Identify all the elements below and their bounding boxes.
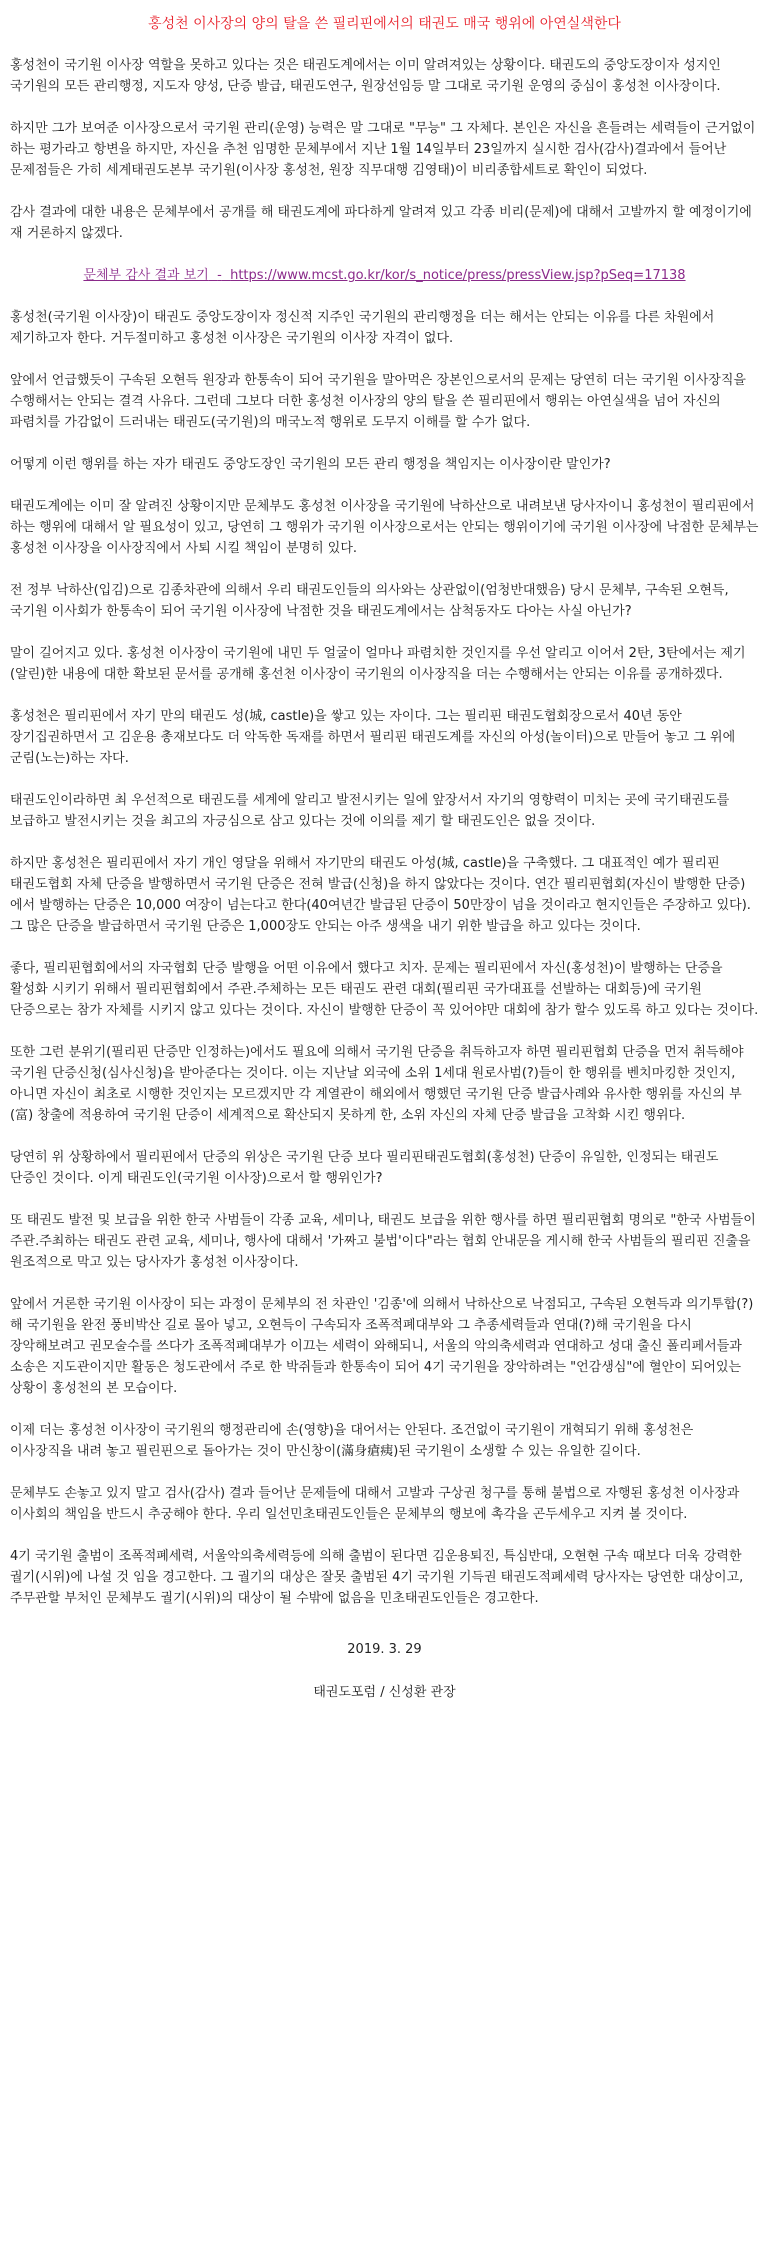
paragraph-17: 앞에서 거론한 국기원 이사장이 되는 과정이 문체부의 전 차관인 '김종'에 의해서 낙하산으로 낙점되고, 구속된 오현득과 의기투합(?)해 국기원을 완전 풍비박산 길로 몰아 넣고, 오현득이 구속되자 조폭적폐대부와 그 추종세력들과 연대(?)해 국기원을 다시 장악해보려고 권모술수를 쓰다가 조폭적폐대부가 이끄는 세력이 와해되니, 서울의 악의축세력과 연대하고 성대 출신 폴리페서들과 소송은 지도관이지만 활동은 청도관에서 주로 한 박쥐들과 한통속이 되어 4기 국기원을 장악하려는 "언감생심"에 혈안이 되어있는 상황이 홍성천의 본 모습이다.: [10, 1297, 754, 1396]
paragraph-4: 홍성천(국기원 이사장)이 태권도 중앙도장이자 정신적 지주인 국기원의 관리행정을 더는 해서는 안되는 이유를 다른 차원에서 제기하고자 한다. 거두절미하고 홍성천 이사장은 국기원의 이사장 자격이 없다.: [10, 310, 715, 346]
article-signature: 태권도포럼 / 신성환 관장: [313, 1685, 456, 1700]
article-date: 2019. 3. 29: [347, 1642, 422, 1657]
paragraph-14: 또한 그런 분위기(필리핀 단증만 인정하는)에서도 필요에 의해서 국기원 단증을 취득하고자 하면 필리핀협회 단증을 먼저 취득해야 국기원 단증신청(심사신청)을 받아준다는 것이다. 이는 지난날 외국에 소위 1세대 원로사범(?)들이 한 행위를 벤치마킹한 것인지, 아니면 자신이 최초로 시행한 것인지는 모르겠지만 각 계열관이 해외에서 행했던 국기원 단증 발급사례와 유사한 행위를 자신의 부(富) 창출에 적용하여 국기원 단증이 세계적으로 확산되지 못하게 한, 소위 자신의 자체 단증 발급을 고착화 시킨 행위다.: [10, 1045, 744, 1123]
paragraph-6: 어떻게 이런 행위를 하는 자가 태권도 중앙도장인 국기원의 모든 관리 행정을 책임지는 이사장이란 말인가?: [10, 457, 611, 472]
paragraph-20: 4기 국기원 출범이 조폭적폐세력, 서울악의축세력등에 의해 출범이 된다면 김운용퇴진, 특심반대, 오현현 구속 때보다 더욱 강력한 궐기(시위)에 나설 것 임을 경고한다. 그 궐기의 대상은 잘못 출범된 4기 국기원 기득권 태권도적폐세력 당사자는 당연한 대상이고, 주무관할 부처인 문체부도 궐기(시위)의 대상이 될 수밖에 없음을 민초태권도인들은 경고한다.: [10, 1549, 744, 1606]
audit-result-link-label: 문체부 감사 결과 보기: [83, 268, 209, 283]
paragraph-13: 좋다, 필리핀협회에서의 자국협회 단증 발행을 어떤 이유에서 했다고 치자. 문제는 필리핀에서 자신(홍성천)이 발행하는 단증을 활성화 시키기 위해서 필리핀협회에서 주관.주체하는 모든 태권도 관련 대회(필리핀 국가대표를 선발하는 대회등)에 국기원 단증으로는 참가 자체를 시키지 않고 있다는 것이다. 자신이 발행한 단증이 꼭 있어야만 대회에 참가 할수 있도록 하고 있다는 것이다.: [10, 961, 759, 1018]
paragraph-12: 하지만 홍성천은 필리핀에서 자기 개인 영달을 위해서 자기만의 태권도 아성(城, castle)을 구축했다. 그 대표적인 예가 필리핀 태권도협회 자체 단증을 발행하면서 국기원 단증은 전혀 발급(신청)을 하지 않았다는 것이다. 연간 필리핀협회(자신이 발행한 단증)에서 발행하는 단증은 10,000 여장이 넘는다고 한다(40여년간 발급된 단증이 50만장이 넘을 것이라고 현지인들은 주장하고 있다). 그 많은 단증을 발급하면서 국기원 단증은 1,000장도 안되는 아주 생색을 내기 위한 발급을 하고 있다는 것이다.: [10, 856, 751, 934]
paragraph-2: 하지만 그가 보여준 이사장으로서 국기원 관리(운영) 능력은 말 그대로 "무능" 그 자체다. 본인은 자신을 흔들려는 세력들이 근거없이 하는 평가라고 항변을 하지만, 자신을 추천 임명한 문체부에서 지난 1월 14일부터 23일까지 실시한 검사(감사)결과에서 들어난 문제점들은 가히 세계태권도본부 국기원(이사장 홍성천, 원장 직무대행 김영태)이 비리종합세트로 확인이 되었다.: [10, 121, 756, 178]
audit-result-link-line: [10, 265, 759, 286]
paragraph-18: 이제 더는 홍성천 이사장이 국기원의 행정관리에 손(영향)을 대어서는 안된다. 조건없이 국기원이 개혁되기 위해 홍성천은 이사장직을 내려 놓고 필린핀으로 돌아가는 것이 만신창이(滿身瘡痍)된 국기원이 소생할 수 있는 유일한 길이다.: [10, 1423, 694, 1459]
paragraph-15: 당연히 위 상황하에서 필리핀에서 단증의 위상은 국기원 단증 보다 필리핀태권도협회(홍성천) 단증이 유일한, 인정되는 태권도 단증인 것이다. 이게 태권도인(국기원 이사장)으로서 할 행위인가?: [10, 1150, 719, 1186]
audit-result-link-separator: -: [217, 268, 222, 283]
paragraph-9: 말이 길어지고 있다. 홍성천 이사장이 국기원에 내민 두 얼굴이 얼마나 파렴치한 것인지를 우선 알리고 이어서 2탄, 3탄에서는 제기(알린)한 내용에 대한 확보된 문서를 공개해 홍선천 이사장이 국기원의 이사장직을 더는 수행해서는 안되는 이유를 공개하겠다.: [10, 646, 746, 682]
paragraph-11: 태권도인이라하면 최 우선적으로 태권도를 세계에 알리고 발전시키는 일에 앞장서서 자기의 영향력이 미치는 곳에 국기태권도를 보급하고 발전시키는 것을 최고의 자긍심으로 삼고 있다는 것에 이의를 제기 할 태권도인은 없을 것이다.: [10, 793, 730, 829]
audit-result-link-url: https://www.mcst.go.kr/kor/s_notice/press/pressView.jsp?pSeq=17138: [230, 268, 686, 283]
paragraph-5: 앞에서 언급했듯이 구속된 오현득 원장과 한통속이 되어 국기원을 말아먹은 장본인으로서의 문제는 당연히 더는 국기원 이사장직을 수행해서는 안되는 결격 사유다. 그런데 그보다 더한 홍성천 이사장의 양의 탈을 쓴 필리핀에서 행위는 아연실색을 넘어 자신의 파렴치를 가감없이 드러내는 태권도(국기원)의 매국노적 행위로 도무지 이해를 할 수가 없다.: [10, 373, 746, 430]
paragraph-8: 전 정부 낙하산(입김)으로 김종차관에 의해서 우리 태권도인들의 의사와는 상관없이(엄청반대했음) 당시 문체부, 구속된 오현득, 국기원 이사회가 한통속이 되어 국기원 이사장에 낙점한 것을 태권도계에서는 삼척동자도 다아는 사실 아닌가?: [10, 583, 729, 619]
paragraph-3: 감사 결과에 대한 내용은 문체부에서 공개를 해 태권도계에 파다하게 알려져 있고 각종 비리(문제)에 대해서 고발까지 할 예정이기에 재 거론하지 않겠다.: [10, 205, 752, 241]
paragraph-1: 홍성천이 국기원 이사장 역할을 못하고 있다는 것은 태권도계에서는 이미 알려져있는 상황이다. 태권도의 중앙도장이자 성지인 국기원의 모든 관리행정, 지도자 양성, 단증 발급, 태권도연구, 원장선임등 말 그대로 국기원 운영의 중심이 홍성천 이사장이다.: [10, 58, 721, 94]
paragraph-10: 홍성천은 필리핀에서 자기 만의 태권도 성(城, castle)을 쌓고 있는 자이다. 그는 필리핀 태권도협회장으로서 40년 동안 장기집권하면서 고 김운용 총재보다도 더 악독한 독재를 하면서 필리핀 태권도계를 자신의 아성(놀이터)으로 만들어 놓고 그 위에 군림(노는)하는 자다.: [10, 709, 736, 766]
audit-result-link[interactable]: [83, 268, 685, 283]
paragraph-16: 또 태권도 발전 및 보급을 위한 한국 사범들이 각종 교육, 세미나, 태권도 보급을 위한 행사를 하면 필리핀협회 명의로 "한국 사범들이 주관.주최하는 태권도 관련 교육, 세미나, 행사에 대해서 '가짜고 불법'이다"라는 협회 안내문을 게시해 한국 사범들의 필리핀 진출을 원조적으로 막고 있는 당사자가 홍성천 이사장이다.: [10, 1213, 756, 1270]
paragraph-7: 태권도계에는 이미 잘 알려진 상황이지만 문체부도 홍성천 이사장을 국기원에 낙하산으로 내려보낸 당사자이니 홍성천이 필리핀에서 하는 행위에 대해서 알 필요성이 있고, 당연히 그 행위가 국기원 이사장으로서는 안되는 행위이기에 국기원 이사장에 낙점한 문체부는 홍성천 이사장을 이사장직에서 사퇴 시킬 책임이 분명히 있다.: [10, 499, 759, 556]
paragraph-19: 문체부도 손놓고 있지 말고 검사(감사) 결과 들어난 문제들에 대해서 고발과 구상권 청구를 통해 불법으로 자행된 홍성천 이사장과 이사회의 책임을 반드시 추궁해야 한다. 우리 일선민초태권도인들은 문체부의 행보에 촉각을 곤두세우고 지켜 볼 것이다.: [10, 1486, 740, 1522]
article-title: 홍성천 이사장의 양의 탈을 쓴 필리핀에서의 태권도 매국 행위에 아연실색한다: [148, 16, 621, 32]
